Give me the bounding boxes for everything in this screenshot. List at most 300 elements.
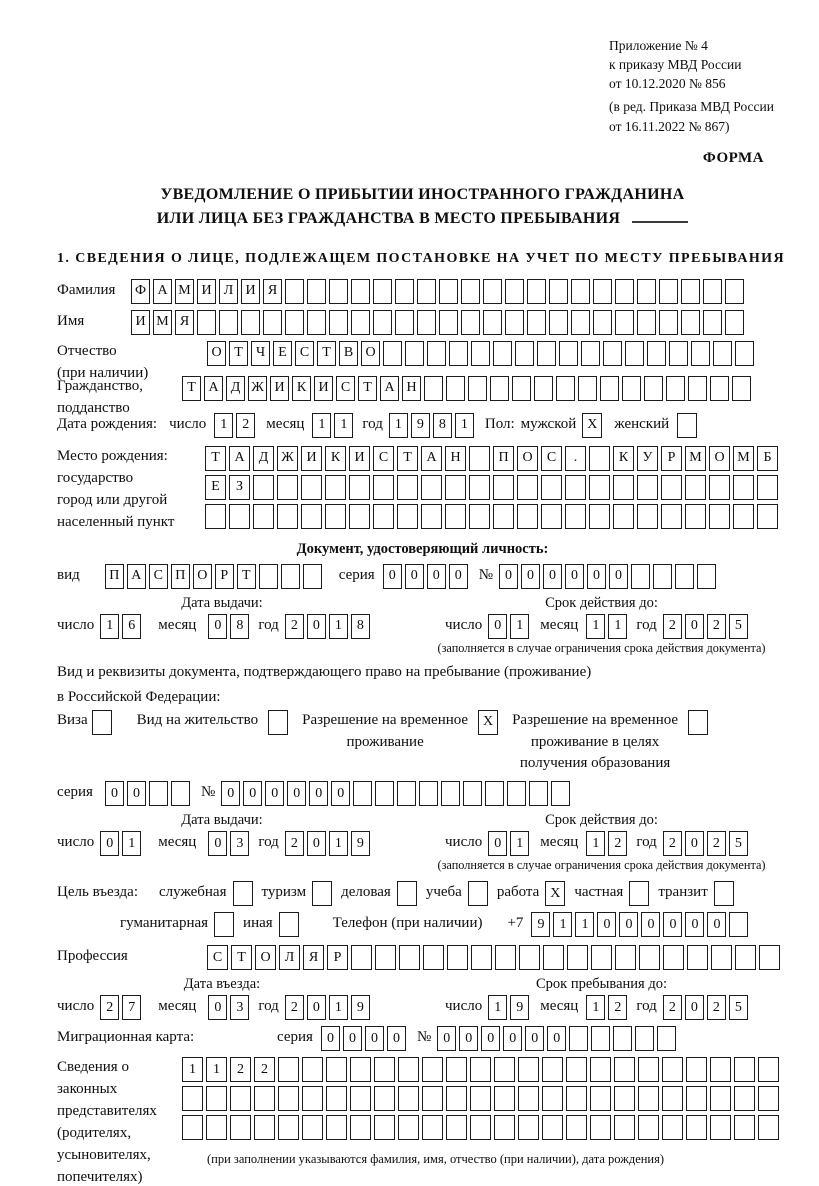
- char-box[interactable]: [398, 1115, 419, 1140]
- char-box[interactable]: [445, 504, 466, 529]
- char-box[interactable]: А: [153, 279, 172, 304]
- char-box[interactable]: 1: [455, 413, 474, 438]
- char-box[interactable]: Ф: [131, 279, 150, 304]
- char-box[interactable]: 5: [729, 995, 748, 1020]
- char-box[interactable]: [631, 564, 650, 589]
- char-box[interactable]: 1: [608, 614, 627, 639]
- char-box[interactable]: [447, 945, 468, 970]
- char-box[interactable]: 0: [208, 831, 227, 856]
- char-box[interactable]: 2: [663, 614, 682, 639]
- char-box[interactable]: [471, 945, 492, 970]
- char-box[interactable]: И: [314, 376, 333, 401]
- char-box[interactable]: 1: [389, 413, 408, 438]
- char-box[interactable]: М: [733, 446, 754, 471]
- char-box[interactable]: А: [380, 376, 399, 401]
- char-box[interactable]: [571, 310, 590, 335]
- char-box[interactable]: [374, 1115, 395, 1140]
- char-box[interactable]: [662, 1115, 683, 1140]
- char-box[interactable]: [230, 1086, 251, 1111]
- char-box[interactable]: 1: [214, 413, 233, 438]
- official-checkbox[interactable]: [233, 881, 253, 906]
- char-box[interactable]: [527, 279, 546, 304]
- char-box[interactable]: 2: [608, 831, 627, 856]
- char-box[interactable]: [373, 504, 394, 529]
- char-box[interactable]: [519, 945, 540, 970]
- char-box[interactable]: 0: [488, 831, 507, 856]
- char-box[interactable]: [734, 1115, 755, 1140]
- char-box[interactable]: 2: [236, 413, 255, 438]
- char-box[interactable]: [615, 945, 636, 970]
- char-box[interactable]: [398, 1057, 419, 1082]
- char-box[interactable]: [613, 475, 634, 500]
- char-box[interactable]: У: [637, 446, 658, 471]
- char-box[interactable]: [666, 376, 685, 401]
- char-box[interactable]: [537, 341, 556, 366]
- char-box[interactable]: [206, 1086, 227, 1111]
- char-box[interactable]: [542, 1115, 563, 1140]
- business-checkbox[interactable]: [397, 881, 417, 906]
- char-box[interactable]: 1: [334, 413, 353, 438]
- char-box[interactable]: [470, 1115, 491, 1140]
- char-box[interactable]: [638, 1115, 659, 1140]
- char-box[interactable]: [495, 945, 516, 970]
- char-box[interactable]: [681, 310, 700, 335]
- char-box[interactable]: 0: [597, 912, 616, 937]
- char-box[interactable]: [518, 1115, 539, 1140]
- char-box[interactable]: Н: [402, 376, 421, 401]
- char-box[interactable]: [661, 504, 682, 529]
- char-box[interactable]: [446, 1115, 467, 1140]
- char-box[interactable]: [542, 1086, 563, 1111]
- char-box[interactable]: [549, 310, 568, 335]
- char-box[interactable]: 0: [685, 912, 704, 937]
- char-box[interactable]: [600, 376, 619, 401]
- char-box[interactable]: [259, 564, 278, 589]
- char-box[interactable]: [578, 376, 597, 401]
- char-box[interactable]: [685, 504, 706, 529]
- char-box[interactable]: [483, 279, 502, 304]
- char-box[interactable]: [657, 1026, 676, 1051]
- char-box[interactable]: Л: [219, 279, 238, 304]
- char-box[interactable]: Я: [175, 310, 194, 335]
- char-box[interactable]: [421, 475, 442, 500]
- char-box[interactable]: Я: [303, 945, 324, 970]
- char-box[interactable]: И: [197, 279, 216, 304]
- char-box[interactable]: 2: [254, 1057, 275, 1082]
- char-box[interactable]: 0: [427, 564, 446, 589]
- char-box[interactable]: [422, 1115, 443, 1140]
- char-box[interactable]: 9: [351, 831, 370, 856]
- char-box[interactable]: Т: [397, 446, 418, 471]
- char-box[interactable]: [591, 945, 612, 970]
- char-box[interactable]: [325, 475, 346, 500]
- char-box[interactable]: [417, 279, 436, 304]
- char-box[interactable]: [565, 475, 586, 500]
- char-box[interactable]: [734, 1057, 755, 1082]
- char-box[interactable]: [505, 279, 524, 304]
- char-box[interactable]: [615, 310, 634, 335]
- char-box[interactable]: [505, 310, 524, 335]
- char-box[interactable]: 0: [481, 1026, 500, 1051]
- char-box[interactable]: [709, 475, 730, 500]
- char-box[interactable]: [735, 341, 754, 366]
- female-checkbox[interactable]: [677, 413, 697, 438]
- char-box[interactable]: [697, 564, 716, 589]
- char-box[interactable]: 0: [685, 614, 704, 639]
- char-box[interactable]: 0: [307, 995, 326, 1020]
- char-box[interactable]: [566, 1057, 587, 1082]
- char-box[interactable]: 2: [707, 831, 726, 856]
- char-box[interactable]: [669, 341, 688, 366]
- char-box[interactable]: [647, 341, 666, 366]
- char-box[interactable]: 2: [608, 995, 627, 1020]
- char-box[interactable]: [541, 504, 562, 529]
- char-box[interactable]: [427, 341, 446, 366]
- char-box[interactable]: И: [301, 446, 322, 471]
- char-box[interactable]: [675, 564, 694, 589]
- char-box[interactable]: Д: [253, 446, 274, 471]
- char-box[interactable]: Р: [215, 564, 234, 589]
- residence-permit-checkbox[interactable]: [268, 710, 288, 735]
- char-box[interactable]: 1: [586, 831, 605, 856]
- char-box[interactable]: И: [131, 310, 150, 335]
- char-box[interactable]: [301, 475, 322, 500]
- char-box[interactable]: 1: [575, 912, 594, 937]
- char-box[interactable]: [757, 475, 778, 500]
- char-box[interactable]: [638, 1086, 659, 1111]
- char-box[interactable]: [230, 1115, 251, 1140]
- tourism-checkbox[interactable]: [312, 881, 332, 906]
- char-box[interactable]: [687, 945, 708, 970]
- char-box[interactable]: [566, 1115, 587, 1140]
- char-box[interactable]: 8: [433, 413, 452, 438]
- char-box[interactable]: 9: [351, 995, 370, 1020]
- char-box[interactable]: [662, 1086, 683, 1111]
- char-box[interactable]: [758, 1057, 779, 1082]
- char-box[interactable]: [637, 310, 656, 335]
- char-box[interactable]: 1: [488, 995, 507, 1020]
- char-box[interactable]: [469, 504, 490, 529]
- char-box[interactable]: [302, 1057, 323, 1082]
- char-box[interactable]: [441, 781, 460, 806]
- char-box[interactable]: Т: [182, 376, 201, 401]
- char-box[interactable]: [398, 1086, 419, 1111]
- char-box[interactable]: [512, 376, 531, 401]
- char-box[interactable]: 6: [122, 614, 141, 639]
- char-box[interactable]: [639, 945, 660, 970]
- char-box[interactable]: А: [229, 446, 250, 471]
- char-box[interactable]: [329, 310, 348, 335]
- char-box[interactable]: Л: [279, 945, 300, 970]
- char-box[interactable]: 1: [122, 831, 141, 856]
- char-box[interactable]: 9: [510, 995, 529, 1020]
- char-box[interactable]: [350, 1086, 371, 1111]
- char-box[interactable]: [307, 279, 326, 304]
- char-box[interactable]: [350, 1057, 371, 1082]
- char-box[interactable]: 1: [312, 413, 331, 438]
- char-box[interactable]: 0: [547, 1026, 566, 1051]
- study-checkbox[interactable]: [468, 881, 488, 906]
- char-box[interactable]: [758, 1086, 779, 1111]
- char-box[interactable]: 0: [265, 781, 284, 806]
- char-box[interactable]: [325, 504, 346, 529]
- char-box[interactable]: [493, 475, 514, 500]
- char-box[interactable]: 0: [707, 912, 726, 937]
- char-box[interactable]: Т: [205, 446, 226, 471]
- char-box[interactable]: [603, 341, 622, 366]
- char-box[interactable]: 1: [553, 912, 572, 937]
- char-box[interactable]: 2: [230, 1057, 251, 1082]
- char-box[interactable]: Т: [231, 945, 252, 970]
- char-box[interactable]: 0: [437, 1026, 456, 1051]
- char-box[interactable]: [281, 564, 300, 589]
- char-box[interactable]: 0: [525, 1026, 544, 1051]
- char-box[interactable]: [541, 475, 562, 500]
- char-box[interactable]: [446, 1086, 467, 1111]
- char-box[interactable]: [565, 504, 586, 529]
- char-box[interactable]: [326, 1115, 347, 1140]
- char-box[interactable]: [374, 1057, 395, 1082]
- char-box[interactable]: [518, 1086, 539, 1111]
- char-box[interactable]: И: [349, 446, 370, 471]
- char-box[interactable]: [405, 341, 424, 366]
- char-box[interactable]: [397, 504, 418, 529]
- char-box[interactable]: [571, 279, 590, 304]
- char-box[interactable]: [589, 446, 610, 471]
- char-box[interactable]: [373, 310, 392, 335]
- char-box[interactable]: 0: [459, 1026, 478, 1051]
- char-box[interactable]: [709, 504, 730, 529]
- char-box[interactable]: [757, 504, 778, 529]
- char-box[interactable]: 0: [365, 1026, 384, 1051]
- char-box[interactable]: 0: [587, 564, 606, 589]
- char-box[interactable]: [590, 1115, 611, 1140]
- char-box[interactable]: 5: [729, 831, 748, 856]
- char-box[interactable]: Д: [226, 376, 245, 401]
- char-box[interactable]: Р: [661, 446, 682, 471]
- char-box[interactable]: [529, 781, 548, 806]
- char-box[interactable]: [644, 376, 663, 401]
- visa-checkbox[interactable]: [92, 710, 112, 735]
- char-box[interactable]: [703, 279, 722, 304]
- char-box[interactable]: В: [339, 341, 358, 366]
- char-box[interactable]: И: [270, 376, 289, 401]
- char-box[interactable]: [710, 1057, 731, 1082]
- humanitarian-checkbox[interactable]: [214, 912, 234, 937]
- char-box[interactable]: [469, 475, 490, 500]
- char-box[interactable]: [449, 341, 468, 366]
- char-box[interactable]: [559, 341, 578, 366]
- char-box[interactable]: 0: [503, 1026, 522, 1051]
- char-box[interactable]: [461, 310, 480, 335]
- char-box[interactable]: [735, 945, 756, 970]
- char-box[interactable]: 0: [488, 614, 507, 639]
- char-box[interactable]: 0: [383, 564, 402, 589]
- char-box[interactable]: [589, 475, 610, 500]
- char-box[interactable]: [395, 279, 414, 304]
- char-box[interactable]: [383, 341, 402, 366]
- char-box[interactable]: [663, 945, 684, 970]
- char-box[interactable]: [468, 376, 487, 401]
- char-box[interactable]: [711, 945, 732, 970]
- char-box[interactable]: [625, 341, 644, 366]
- char-box[interactable]: [493, 504, 514, 529]
- char-box[interactable]: 0: [221, 781, 240, 806]
- char-box[interactable]: 0: [331, 781, 350, 806]
- char-box[interactable]: [219, 310, 238, 335]
- char-box[interactable]: [622, 376, 641, 401]
- char-box[interactable]: 0: [499, 564, 518, 589]
- char-box[interactable]: [507, 781, 526, 806]
- char-box[interactable]: [278, 1115, 299, 1140]
- char-box[interactable]: [422, 1057, 443, 1082]
- char-box[interactable]: Я: [263, 279, 282, 304]
- char-box[interactable]: 1: [329, 831, 348, 856]
- char-box[interactable]: [303, 564, 322, 589]
- char-box[interactable]: 1: [510, 614, 529, 639]
- char-box[interactable]: [593, 310, 612, 335]
- char-box[interactable]: [423, 945, 444, 970]
- char-box[interactable]: [614, 1086, 635, 1111]
- char-box[interactable]: 0: [309, 781, 328, 806]
- char-box[interactable]: 1: [329, 614, 348, 639]
- char-box[interactable]: [171, 781, 190, 806]
- char-box[interactable]: [399, 945, 420, 970]
- char-box[interactable]: [725, 279, 744, 304]
- char-box[interactable]: З: [229, 475, 250, 500]
- char-box[interactable]: [494, 1086, 515, 1111]
- char-box[interactable]: 0: [449, 564, 468, 589]
- char-box[interactable]: [205, 504, 226, 529]
- work-checkbox[interactable]: X: [545, 881, 565, 906]
- char-box[interactable]: 2: [285, 614, 304, 639]
- char-box[interactable]: 9: [531, 912, 550, 937]
- char-box[interactable]: П: [493, 446, 514, 471]
- char-box[interactable]: 2: [285, 995, 304, 1020]
- char-box[interactable]: 1: [100, 614, 119, 639]
- char-box[interactable]: [581, 341, 600, 366]
- char-box[interactable]: [691, 341, 710, 366]
- char-box[interactable]: [374, 1086, 395, 1111]
- char-box[interactable]: [614, 1115, 635, 1140]
- char-box[interactable]: 1: [586, 995, 605, 1020]
- char-box[interactable]: 5: [729, 614, 748, 639]
- char-box[interactable]: [517, 504, 538, 529]
- char-box[interactable]: А: [421, 446, 442, 471]
- char-box[interactable]: [534, 376, 553, 401]
- char-box[interactable]: [375, 781, 394, 806]
- char-box[interactable]: [542, 1057, 563, 1082]
- char-box[interactable]: [397, 475, 418, 500]
- char-box[interactable]: Т: [229, 341, 248, 366]
- char-box[interactable]: [463, 781, 482, 806]
- char-box[interactable]: [397, 781, 416, 806]
- private-checkbox[interactable]: [629, 881, 649, 906]
- transit-checkbox[interactable]: [714, 881, 734, 906]
- char-box[interactable]: [424, 376, 443, 401]
- char-box[interactable]: Б: [757, 446, 778, 471]
- char-box[interactable]: О: [255, 945, 276, 970]
- char-box[interactable]: [593, 279, 612, 304]
- char-box[interactable]: [351, 945, 372, 970]
- char-box[interactable]: 0: [343, 1026, 362, 1051]
- char-box[interactable]: .: [565, 446, 586, 471]
- char-box[interactable]: 1: [329, 995, 348, 1020]
- char-box[interactable]: 2: [285, 831, 304, 856]
- char-box[interactable]: [439, 310, 458, 335]
- char-box[interactable]: 0: [565, 564, 584, 589]
- char-box[interactable]: [439, 279, 458, 304]
- char-box[interactable]: [637, 475, 658, 500]
- char-box[interactable]: С: [207, 945, 228, 970]
- char-box[interactable]: [349, 475, 370, 500]
- char-box[interactable]: [659, 279, 678, 304]
- char-box[interactable]: 0: [127, 781, 146, 806]
- male-checkbox[interactable]: X: [582, 413, 602, 438]
- char-box[interactable]: О: [709, 446, 730, 471]
- char-box[interactable]: [490, 376, 509, 401]
- char-box[interactable]: К: [292, 376, 311, 401]
- char-box[interactable]: М: [685, 446, 706, 471]
- char-box[interactable]: [688, 376, 707, 401]
- char-box[interactable]: 2: [707, 995, 726, 1020]
- char-box[interactable]: [241, 310, 260, 335]
- char-box[interactable]: [278, 1086, 299, 1111]
- char-box[interactable]: 8: [230, 614, 249, 639]
- char-box[interactable]: [566, 1086, 587, 1111]
- char-box[interactable]: [302, 1115, 323, 1140]
- char-box[interactable]: Т: [317, 341, 336, 366]
- char-box[interactable]: [662, 1057, 683, 1082]
- char-box[interactable]: 2: [663, 995, 682, 1020]
- char-box[interactable]: [614, 1057, 635, 1082]
- char-box[interactable]: 0: [208, 614, 227, 639]
- char-box[interactable]: 0: [663, 912, 682, 937]
- char-box[interactable]: 1: [586, 614, 605, 639]
- char-box[interactable]: [686, 1057, 707, 1082]
- char-box[interactable]: [149, 781, 168, 806]
- char-box[interactable]: А: [127, 564, 146, 589]
- char-box[interactable]: О: [517, 446, 538, 471]
- char-box[interactable]: [659, 310, 678, 335]
- char-box[interactable]: [277, 475, 298, 500]
- char-box[interactable]: 0: [307, 614, 326, 639]
- char-box[interactable]: О: [361, 341, 380, 366]
- char-box[interactable]: [351, 310, 370, 335]
- char-box[interactable]: [326, 1086, 347, 1111]
- char-box[interactable]: [278, 1057, 299, 1082]
- char-box[interactable]: [569, 1026, 588, 1051]
- char-box[interactable]: М: [153, 310, 172, 335]
- char-box[interactable]: 2: [663, 831, 682, 856]
- char-box[interactable]: [515, 341, 534, 366]
- char-box[interactable]: [734, 1086, 755, 1111]
- char-box[interactable]: К: [613, 446, 634, 471]
- char-box[interactable]: [285, 279, 304, 304]
- char-box[interactable]: [710, 1115, 731, 1140]
- char-box[interactable]: [733, 475, 754, 500]
- char-box[interactable]: [758, 1115, 779, 1140]
- char-box[interactable]: [494, 1115, 515, 1140]
- char-box[interactable]: [527, 310, 546, 335]
- char-box[interactable]: Ж: [277, 446, 298, 471]
- char-box[interactable]: М: [175, 279, 194, 304]
- char-box[interactable]: [422, 1086, 443, 1111]
- char-box[interactable]: [470, 1086, 491, 1111]
- char-box[interactable]: [373, 279, 392, 304]
- char-box[interactable]: [419, 781, 438, 806]
- char-box[interactable]: [686, 1115, 707, 1140]
